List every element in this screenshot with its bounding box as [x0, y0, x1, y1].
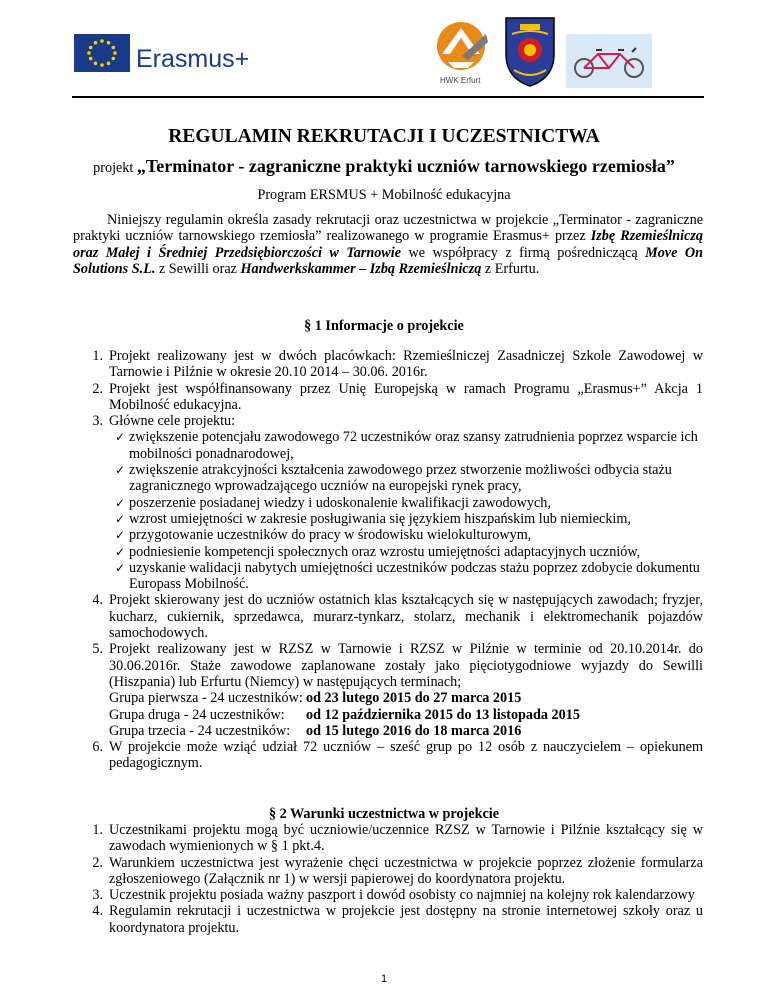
goal-text: podniesienie kompetencji społecznych oraz wzrostu umiejętności adaptacyjnych uczniów, [129, 543, 641, 560]
goal-item [109, 511, 703, 527]
intro-org-3: Handwerkskammer – Izbą Rzemieślniczą [240, 260, 482, 277]
erasmus-logo-text: Erasmus+ [136, 45, 250, 73]
header-rule [72, 96, 704, 98]
group-label: Grupa druga - 24 uczestników: [109, 706, 285, 723]
list-item: 4. Projekt skierowany jest do uczniów ostatnich klas kształcących się w następujących zawodach; fryzjer, kucharz, cukiernik, sprzedawca, murarz-tynkarz, stolarz, mechanik i elektromechanik pojazdów samochodowych. [92, 592, 703, 642]
project-prefix: projekt [93, 160, 134, 176]
list-item: 2. Warunkiem uczestnictwa jest wyrażenie chęci uczestnictwa w projekcie poprzez złożenie formularza zgłoszeniowego (Załącznik nr 1) w wersji papierowej do koordynatora projektu. [92, 854, 703, 887]
goal-text: poszerzenie posiadanej wiedzy i udoskonalenie kwalifikacji zawodowych, [129, 494, 551, 511]
checkmark-icon: ✓ [115, 463, 126, 478]
checkmark-icon: ✓ [115, 544, 126, 559]
intro-text-3: z Sewilli oraz [155, 260, 241, 277]
goal-text: przygotowanie uczestników do pracy w środowisku wielokulturowym, [129, 527, 532, 544]
list-item: 2. Projekt jest współfinansowany przez Unię Europejską w ramach Programu „Erasmus+” Akcja 1 Mobilność edukacyjna. [92, 380, 703, 413]
tandem-bicycle-icon [566, 34, 652, 88]
intro-org-2: Move On Solutions S.L. [73, 244, 703, 277]
group-dates: od 15 lutego 2016 do 18 marca 2016 [306, 722, 522, 739]
list-item: 4. Regulamin rekrutacji i uczestnictwa w projekcie jest dostępny na stronie internetowej szkoły oraz u koordynatora projektu. [92, 903, 703, 936]
goals-list [109, 429, 703, 592]
guild-crest-icon [502, 14, 558, 88]
intro-text-2: we współpracy z firmą pośredniczącą [401, 244, 646, 261]
goal-item [109, 495, 703, 511]
item-text: W projekcie może wziąć udział 72 uczniów – sześć grup po 12 osób z nauczycielem – opiekunem pedagogicznym. [109, 739, 703, 772]
group-row [109, 690, 703, 706]
group-label: Grupa trzecia - 24 uczestników: [109, 722, 291, 739]
intro-paragraph [73, 212, 703, 277]
list-item: 1. Projekt realizowany jest w dwóch placówkach: Rzemieślniczej Zasadniczej Szkole Zawodowej w Tarnowie i Pilźnie w okresie 20.10 2014 – 30.06. 2016r. [92, 348, 703, 381]
intro-text-1: Niniejszy regulamin określa zasady rekrutacji oraz uczestnictwa w projekcie „Terminator - zagraniczne praktyki uczniów tarnowskiego rzemiosła” realizowanego w programie Erasmus+ przez [73, 212, 703, 245]
section2-heading: § 2 Warunki uczestnictwa w projekcie [268, 806, 499, 822]
goal-item [109, 527, 703, 543]
header-logos [0, 0, 768, 100]
checkmark-icon: ✓ [115, 511, 126, 526]
goal-item [109, 544, 703, 560]
list-item: 1. Uczestnikami projektu mogą być uczniowie/uczennice RZSZ w Tarnowie i Pilźnie kształcący się w zawodach wymienionych w § 1 pkt.4. [92, 822, 703, 855]
list-item: 3. Uczestnik projektu posiada ważny paszport i dowód osobisty co najmniej na kolejny rok kalendarzowy [92, 887, 695, 904]
item-text: Projekt skierowany jest do uczniów ostatnich klas kształcących się w następujących zawodach; fryzjer, kucharz, cukiernik, sprzedawca, murarz-tynkarz, stolarz, mechanik i elektromechanik pojazdów samochodowych. [109, 592, 703, 642]
list-item: 6. W projekcie może wziąć udział 72 uczniów – sześć grup po 12 osób z nauczycielem – opiekunem pedagogicznym. [92, 739, 703, 772]
group-row [109, 707, 703, 723]
section1-list [73, 348, 703, 772]
project-name: „Terminator - zagraniczne praktyki uczniów tarnowskiego rzemiosła” [136, 156, 675, 176]
program-line: Program ERSMUS + Mobilność edukacyjna [257, 187, 511, 203]
intro-text-4: z Erfurtu. [481, 260, 540, 277]
group-row [109, 723, 703, 739]
group-dates: od 12 października 2015 do 13 listopada 2015 [306, 706, 580, 723]
item-text: Główne cele projektu: [109, 413, 236, 430]
intro-org-1: Izbę Rzemieślniczą oraz Małej i Średniej Przedsiębiorczości w Tarnowie [73, 228, 704, 261]
goal-item [109, 462, 703, 495]
item-text: Projekt realizowany jest w dwóch placówkach: Rzemieślniczej Zasadniczej Szkole Zawodowej w Tarnowie i Pilźnie w okresie 20.10 2014 – 30.06. 2016r. [109, 348, 703, 381]
item-text: Uczestnikami projektu mogą być uczniowie/uczennice RZSZ w Tarnowie i Pilźnie kształcący się w zawodach wymienionych w § 1 pkt.4. [109, 822, 703, 855]
eu-flag-icon [74, 34, 130, 72]
checkmark-icon: ✓ [115, 430, 126, 445]
group-dates: od 23 lutego 2015 do 27 marca 2015 [306, 690, 522, 707]
item-text: Regulamin rekrutacji i uczestnictwa w projekcie jest dostępny na stronie internetowej szkoły oraz u koordynatora projektu. [109, 903, 703, 936]
hwk-logo-text: HWK Erfurt [440, 76, 481, 85]
checkmark-icon: ✓ [115, 528, 126, 543]
item-text: Warunkiem uczestnictwa jest wyrażenie chęci uczestnictwa w projekcie poprzez złożenie formularza zgłoszeniowego (Załącznik nr 1) w wersji papierowej do koordynatora projektu. [109, 854, 703, 887]
group-label: Grupa pierwsza - 24 uczestników: [109, 690, 303, 707]
section1-heading: § 1 Informacje o projekcie [304, 318, 464, 334]
page-number: 1 [380, 973, 388, 985]
list-item: 5. Projekt realizowany jest w RZSZ w Tarnowie i RZSZ w Pilźnie w terminie od 20.10.2014r. do 30.06.2016r. Staże zawodowe zaplanowane zostały jako pięciotygodniowe wyjazdy do Sewilli (Hiszpania) lub Erfurtu (Niemcy) w następujących terminach; Grupa pierwsza - 24 uczestników: od 23 lutego 2015 do 27 marca 2015 Grupa druga - 24 uczestników: od 12 października 2015 do 13 listopada 2015 Grupa trzecia - 24 uczestników: od 15 lutego 2016 do 18 marca 2016 [92, 641, 703, 739]
goal-text: zwiększenie potencjału zawodowego 72 uczestników oraz szansy zatrudnienia poprzez wsparcie ich mobilności ponadnarodowej, [129, 429, 698, 462]
page-title: REGULAMIN REKRUTACJI I UCZESTNICTWA [168, 126, 600, 147]
project-line [0, 156, 768, 178]
goal-text: wzrost umiejętności w zakresie posługiwania się językiem hiszpańskim lub niemieckim, [129, 510, 631, 527]
checkmark-icon: ✓ [115, 560, 126, 575]
item-text: Uczestnik projektu posiada ważny paszport i dowód osobisty co najmniej na kolejny rok kalendarzowy [109, 887, 695, 904]
list-item: 3. Główne cele projektu: ✓ zwiększenie potencjału zawodowego 72 uczestników oraz szansy zatrudnienia poprzez wsparcie ich mobilności ponadnarodowej, ✓ zwiększenie atrakcyjności kształcenia zawodowego przez stworzenie możliwości odbycia stażu zagranicznego wprowadzającego uczniów na europejski rynek pracy, ✓ poszerzenie posiadanej wiedzy i udoskonalenie kwalifikacji zawodowych, ✓ wzrost umiejętności w zakresie posługiwania się językiem hiszpańskim lub niemieckim, ✓ przygotowanie uczestników do pracy w środowisku wielokulturowym, ✓ podniesienie kompetencji społecznych oraz wzrostu umiejętności adaptacyjnych uczniów, ✓ uzyskanie walidacji nabytych umiejętności uczestników podczas stażu poprzez zdobycie dokumentu Europass Mobilność. [73, 413, 703, 592]
goal-item [109, 429, 703, 462]
goal-text: zwiększenie atrakcyjności kształcenia zawodowego przez stworzenie możliwości odbycia stażu zagranicznego wprowadzającego uczniów na europejski rynek pracy, [129, 462, 672, 495]
checkmark-icon: ✓ [115, 495, 126, 510]
item-text: Projekt realizowany jest w RZSZ w Tarnowie i RZSZ w Pilźnie w terminie od 20.10.2014r. do 30.06.2016r. Staże zawodowe zaplanowane zostały jako pięciotygodniowe wyjazdy do Sewilli (Hiszpania) lub Erfurtu (Niemcy) w następujących terminach; [109, 641, 703, 690]
goal-text: uzyskanie walidacji nabytych umiejętności uczestników podczas stażu poprzez zdobycie dokumentu Europass Mobilność. [129, 559, 700, 593]
item-text: Projekt jest współfinansowany przez Unię Europejską w ramach Programu „Erasmus+” Akcja 1 Mobilność edukacyjna. [109, 380, 703, 413]
goal-item [109, 560, 703, 593]
section2-list [73, 822, 703, 936]
